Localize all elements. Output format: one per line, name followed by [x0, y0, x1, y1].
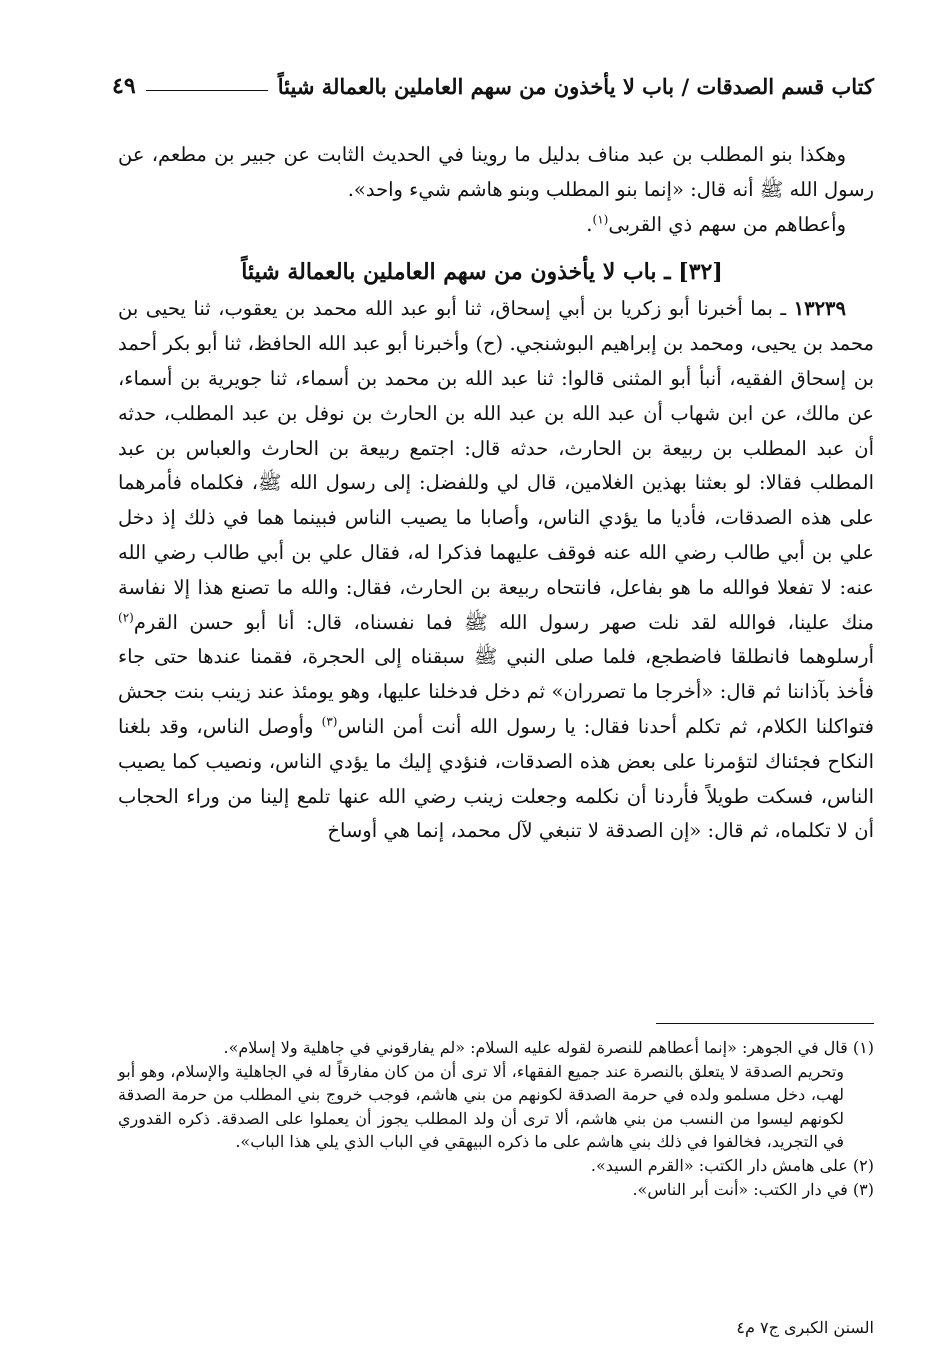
footnote-ref-3[interactable]: (٣) — [321, 714, 338, 729]
chapter-heading: [٣٢] ـ باب لا يأخذون من سهم العاملين بالعمالة شيئاً — [241, 259, 723, 286]
hadith-text-b: أرسلوهما فانطلقا فاضطجع، فلما صلى النبي ﷺ سبقناه إلى الحجرة، فقمنا عندها حتى جاء فأخذ بآذاننا ثم قال: «أخرجا ما تصرران» ثم دخل فدخلنا عليها، وهو يومئذ عند زينب بنت جحش فتواكلنا الكلام، ثم تكلم أحدنا فقال: يا رسول الله أنت أمن الناس — [118, 645, 874, 738]
running-header — [112, 64, 874, 108]
footnote-ref-1[interactable]: (١) — [592, 212, 609, 227]
header-title: كتاب قسم الصدقات / باب لا يأخذون من سهم العاملين بالعمالة شيئاً — [277, 73, 874, 99]
hadith-text-a: ـ بما أخبرنا أبو زكريا بن أبي إسحاق، ثنا أبو عبد الله محمد بن يعقوب، ثنا يحيى بن محمد بن يحيى، ومحمد بن إبراهيم البوشنجي. (ح) وأخبرنا أبو عبد الله الحافظ، ثنا أبو بكر أحمد بن إسحاق الفقيه، أنبأ أبو المثنى قالوا: ثنا عبد الله بن محمد بن أسماء، ثنا جويرية بن أسماء، عن مالك، عن ابن شهاب أن عبد الله بن عبد الله بن الحارث بن نوفل بن عبد المطلب، حدثه أن عبد المطلب بن ربيعة بن الحارث، حدثه قال: اجتمع ربيعة بن الحارث والعباس بن عبد المطلب فقالا: لو بعثنا بهذين الغلامين، قال لي وللفضل: إلى رسول الله ﷺ، فكلماه فأمرهما على هذه الصدقات، فأديا ما يؤدي الناس، وأصابا ما يصيب الناس فبينما هما في ذلك إذ دخل علي بن أبي طالب رضي الله عنه فوقف عليهما فذكرا له، فقال علي بن أبي طالب رضي الله عنه: لا تفعلا فوالله ما هو بفاعل، فانتحاه ربيعة بن الحارث، فقال: والله ما تصنع هذا إلا نفاسة منك علينا، فوالله لقد نلت صهر رسول الله ﷺ فما نفسناه، قال: أنا أبو حسن القرم — [118, 297, 874, 634]
main-text — [118, 138, 874, 849]
hadith-paragraph — [118, 292, 874, 849]
volume-signature: السنن الكبرى ج٧ م٤ — [736, 1318, 874, 1337]
paragraph-intro: وهكذا بنو المطلب بن عبد مناف بدليل ما روينا في الحديث الثابت عن جبير بن مطعم، عن رسول الله ﷺ أنه قال: «إنما بنو المطلب وبنو هاشم شيء واحد». — [118, 143, 874, 201]
hadith-number: ١٣٢٣٩ — [793, 297, 846, 321]
footnote-1: (١) قال في الجوهر: «إنما أعطاهم للنصرة لقوله عليه السلام: «لم يفارقوني في جاهلية ولا إسلام». — [223, 1038, 874, 1057]
paragraph-qurba-text: وأعطاهم من سهم ذي القربى — [608, 212, 846, 236]
footnote-3: (٣) في دار الكتب: «أنت أبر الناس». — [632, 1179, 874, 1199]
footnote-2: (٢) على هامش دار الكتب: «القرم السيد». — [590, 1155, 874, 1175]
footnote-separator — [656, 1023, 874, 1024]
paragraph-qurba: وأعطاهم من سهم ذي القربى$^{(١)}$. — [586, 212, 846, 236]
header-rule — [146, 90, 268, 91]
page-number: ٤٩ — [112, 73, 136, 99]
footnote-ref-2[interactable]: (٢) — [118, 610, 134, 625]
footnote-1-continued: وتحريم الصدقة لا يتعلق بالنصرة عند جميع الفقهاء، ألا ترى أن من كان مفارقاً له في الجاهلية والإسلام، وهو أبو لهب، دخل مسلمو ولده في حرمة الصدقة لكونهم من بني هاشم، فوجب خروج بني المطلب من حرمة الصدقة لكونهم ليسوا من النسب من بني هاشم، ألا ترى أن ولد المطلب يجوز أن يعملوا على الصدقة. ذكره القدوري في التجريد، فخالفوا في ذلك بني هاشم على ما ذكره البيهقي في الباب الذي يلي هذا الباب». — [118, 1061, 845, 1152]
hadith-text-c: وأوصل الناس، وقد بلغنا النكاح فجئناك لتؤمرنا على بعض هذه الصدقات، فنؤدي إليك ما يؤدي الناس، ونصيب كما يصيب الناس، فسكت طويلاً فأردنا أن نكلمه وجعلت زينب رضي الله عنها تلمع إلينا من وراء الحجاب أن لا تكلماه، ثم قال: «إن الصدقة لا تنبغي لآل محمد، إنما هي أوساخ — [118, 714, 874, 843]
footnotes — [118, 1036, 874, 1201]
